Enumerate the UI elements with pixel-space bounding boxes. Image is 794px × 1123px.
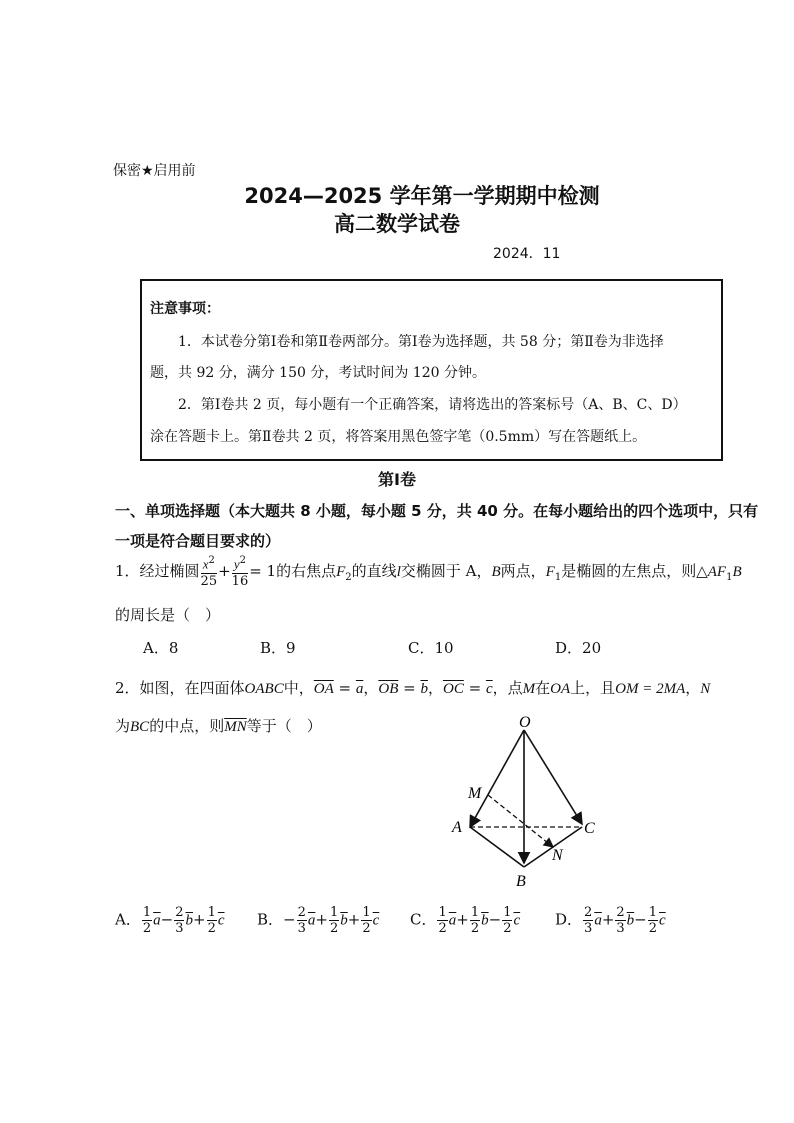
q1-option-a[interactable]: A．8 xyxy=(143,639,179,657)
q1-option-b[interactable]: B．9 xyxy=(260,639,296,657)
notice-item2-line2: 涂在答题卡上。第Ⅱ卷共 2 页，将答案用黑色签字笔（0.5mm）写在答题纸上。 xyxy=(150,429,647,445)
q1-line2: 的周长是（ ） xyxy=(115,606,221,624)
notice-item1-line2: 题，共 92 分，满分 150 分，考试时间为 120 分钟。 xyxy=(150,365,486,381)
q1-option-c[interactable]: C．10 xyxy=(408,639,454,657)
section1-line1: 一、单项选择题（本大题共 8 小题，每小题 5 分，共 40 分。在每小题给出的四个选项中，只有 xyxy=(115,502,759,520)
section1-line2: 一项是符合题目要求的） xyxy=(115,532,281,550)
q2-stem-line2: 为BC的中点，则$\overline{MN}$等于（ ） xyxy=(115,717,322,735)
q1-eq: = 1 xyxy=(249,562,277,580)
q2-option-c[interactable]: C． $\frac{1}{2}$ $\overline{a}+$ $\frac{1}{2}$ $\overline{b}-$ $\frac{1}{2}$ $\overline{c}$ xyxy=(410,905,521,936)
secret-label: 保密★启用前 xyxy=(113,163,196,179)
label-o: O xyxy=(519,714,531,731)
exam-title: 2024—2025 学年第一学期期中检测 xyxy=(244,184,600,208)
label-a: A xyxy=(452,819,462,836)
part-label: 第Ⅰ卷 xyxy=(378,470,416,489)
label-c: C xyxy=(584,820,595,837)
vector-mn xyxy=(488,795,553,847)
edge-oc xyxy=(524,730,582,824)
edge-oa xyxy=(470,730,524,827)
edge-ab xyxy=(470,827,524,867)
q2-option-d[interactable]: D． $\frac{2}{3}$ $\overline{a}+$ $\frac{2}{3}$ $\overline{b}-$ $\frac{1}{2}$ $\overline{c}$ xyxy=(555,905,666,936)
notice-heading: 注意事项： xyxy=(150,301,220,317)
notice-item1-line1: 1．本试卷分第Ⅰ卷和第Ⅱ卷两部分。第Ⅰ卷为选择题，共 58 分；第Ⅱ卷为非选择 xyxy=(178,334,664,350)
q2-stem-line1: 2．如图，在四面体OABC中，$\overline{OA} = \overline{a}$，$\overline{OB} = \overline{b}$，$\overline{OC} = \overline{c}$，点M在OA上，且OM = 2MA，N xyxy=(115,679,711,697)
q2-option-a[interactable]: A． $\frac{1}{2}$ $\overline{a}-$ $\frac{2}{3}$ $\overline{b}+$ $\frac{1}{2}$ $\overline{c}$ xyxy=(115,905,225,936)
q1-frac-y: $\frac{y^2}{16}$ xyxy=(231,555,249,589)
q2-option-b[interactable]: B．− $\frac{2}{3}$ $\overline{a}+$ $\frac{1}{2}$ $\overline{b}+$ $\frac{1}{2}$ $\overline{c}$ xyxy=(257,905,380,936)
q1-option-d[interactable]: D．20 xyxy=(555,639,602,657)
q1-stem: 1．经过椭圆 $\frac{x^2}{25}$ + $\frac{y^2}{16}$ = 1的右焦点$F_2$的直线l交椭圆于 A，B两点，$F_1$是椭圆的左焦点，则$\triangle AF_1B$ xyxy=(115,555,742,589)
exam-subtitle: 高二数学试卷 xyxy=(334,212,460,236)
exam-date: 2024．11 xyxy=(493,246,561,262)
notice-item2-line1: 2．第Ⅰ卷共 2 页，每小题有一个正确答案，请将选出的答案标号（A、B、C、D） xyxy=(178,397,687,413)
q1-prefix: 1．经过椭圆 xyxy=(115,562,200,580)
label-b: B xyxy=(516,873,526,890)
tetrahedron-figure xyxy=(440,705,610,890)
label-n: N xyxy=(552,847,563,864)
q1-frac-x: $\frac{x^2}{25}$ xyxy=(200,555,218,589)
label-m: M xyxy=(468,785,482,802)
